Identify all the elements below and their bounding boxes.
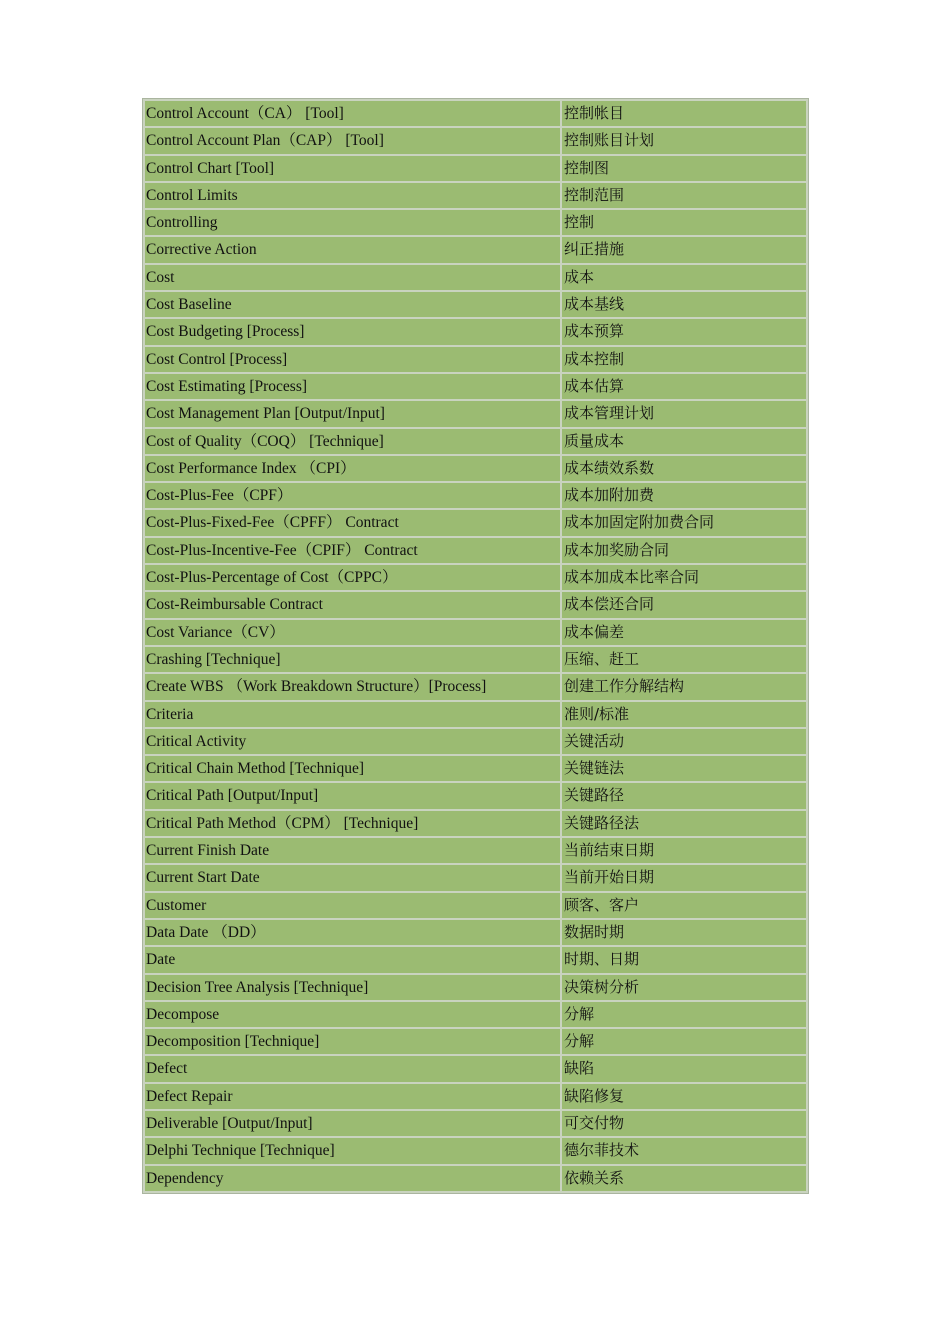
translation-cell: 成本估算 (562, 374, 806, 399)
term-cell: Cost Baseline (145, 292, 560, 317)
translation-cell: 关键活动 (562, 729, 806, 754)
translation-cell: 成本 (562, 265, 806, 290)
table-row (145, 210, 806, 235)
translation-cell: 决策树分析 (562, 975, 806, 1000)
translation-cell: 成本绩效系数 (562, 456, 806, 481)
term-cell: Cost-Plus-Incentive-Fee（CPIF） Contract (145, 538, 560, 563)
term-cell: Cost Management Plan [Output/Input] (145, 401, 560, 426)
term-cell: Criteria (145, 702, 560, 727)
term-cell: Cost-Plus-Percentage of Cost（CPPC） (145, 565, 560, 590)
table-row (145, 811, 806, 836)
translation-cell: 成本管理计划 (562, 401, 806, 426)
translation-cell: 当前开始日期 (562, 865, 806, 890)
term-cell: Cost Budgeting [Process] (145, 319, 560, 344)
translation-cell: 当前结束日期 (562, 838, 806, 863)
table-row (145, 838, 806, 863)
table-row (145, 865, 806, 890)
term-cell: Control Account（CA） [Tool] (145, 101, 560, 126)
table-row (145, 347, 806, 372)
translation-cell: 数据时期 (562, 920, 806, 945)
term-cell: Current Finish Date (145, 838, 560, 863)
table-row (145, 647, 806, 672)
table-row (145, 265, 806, 290)
table-row (145, 1111, 806, 1136)
term-cell: Critical Chain Method [Technique] (145, 756, 560, 781)
term-cell: Critical Path Method（CPM） [Technique] (145, 811, 560, 836)
table-row (145, 374, 806, 399)
table-row (145, 156, 806, 181)
table-row (145, 1029, 806, 1054)
term-cell: Cost Variance（CV） (145, 620, 560, 645)
table-row (145, 702, 806, 727)
table-row (145, 756, 806, 781)
translation-cell: 成本偿还合同 (562, 592, 806, 617)
table-row (145, 510, 806, 535)
translation-cell: 成本基线 (562, 292, 806, 317)
term-cell: Decision Tree Analysis [Technique] (145, 975, 560, 1000)
translation-cell: 控制账目计划 (562, 128, 806, 153)
term-cell: Defect Repair (145, 1084, 560, 1109)
term-cell: Create WBS （Work Breakdown Structure）[Process] (145, 674, 560, 699)
term-cell: Corrective Action (145, 237, 560, 262)
translation-cell: 纠正措施 (562, 237, 806, 262)
term-cell: Dependency (145, 1166, 560, 1191)
term-cell: Cost (145, 265, 560, 290)
table-row (145, 620, 806, 645)
term-cell: Deliverable [Output/Input] (145, 1111, 560, 1136)
translation-cell: 德尔菲技术 (562, 1138, 806, 1163)
translation-cell: 成本加附加费 (562, 483, 806, 508)
translation-cell: 准则/标准 (562, 702, 806, 727)
term-cell: Cost Estimating [Process] (145, 374, 560, 399)
term-cell: Cost Control [Process] (145, 347, 560, 372)
term-cell: Control Limits (145, 183, 560, 208)
term-cell: Defect (145, 1056, 560, 1081)
table-row (145, 1056, 806, 1081)
glossary-table (142, 98, 809, 1194)
translation-cell: 分解 (562, 1002, 806, 1027)
table-row (145, 483, 806, 508)
table-row (145, 101, 806, 126)
translation-cell: 成本加固定附加费合同 (562, 510, 806, 535)
translation-cell: 成本加成本比率合同 (562, 565, 806, 590)
table-row (145, 893, 806, 918)
term-cell: Critical Path [Output/Input] (145, 783, 560, 808)
table-row (145, 429, 806, 454)
term-cell: Control Chart [Tool] (145, 156, 560, 181)
glossary-body (145, 101, 806, 1191)
translation-cell: 关键链法 (562, 756, 806, 781)
table-row (145, 975, 806, 1000)
table-row (145, 183, 806, 208)
table-row (145, 1084, 806, 1109)
translation-cell: 依赖关系 (562, 1166, 806, 1191)
term-cell: Critical Activity (145, 729, 560, 754)
translation-cell: 成本控制 (562, 347, 806, 372)
table-row (145, 401, 806, 426)
translation-cell: 时期、日期 (562, 947, 806, 972)
table-row (145, 128, 806, 153)
table-row (145, 674, 806, 699)
translation-cell: 控制 (562, 210, 806, 235)
table-row (145, 783, 806, 808)
table-row (145, 1166, 806, 1191)
table-row (145, 1138, 806, 1163)
translation-cell: 成本预算 (562, 319, 806, 344)
term-cell: Customer (145, 893, 560, 918)
table-row (145, 729, 806, 754)
translation-cell: 成本偏差 (562, 620, 806, 645)
term-cell: Controlling (145, 210, 560, 235)
table-row (145, 237, 806, 262)
translation-cell: 关键路径法 (562, 811, 806, 836)
translation-cell: 缺陷 (562, 1056, 806, 1081)
term-cell: Cost Performance Index （CPI） (145, 456, 560, 481)
translation-cell: 分解 (562, 1029, 806, 1054)
table-row (145, 947, 806, 972)
term-cell: Date (145, 947, 560, 972)
term-cell: Cost-Plus-Fee（CPF） (145, 483, 560, 508)
term-cell: Current Start Date (145, 865, 560, 890)
term-cell: Data Date （DD） (145, 920, 560, 945)
translation-cell: 控制范围 (562, 183, 806, 208)
translation-cell: 控制帐目 (562, 101, 806, 126)
term-cell: Cost-Plus-Fixed-Fee（CPFF） Contract (145, 510, 560, 535)
translation-cell: 成本加奖励合同 (562, 538, 806, 563)
translation-cell: 质量成本 (562, 429, 806, 454)
table-row (145, 456, 806, 481)
table-row (145, 538, 806, 563)
translation-cell: 可交付物 (562, 1111, 806, 1136)
table-row (145, 292, 806, 317)
table-row (145, 1002, 806, 1027)
translation-cell: 缺陷修复 (562, 1084, 806, 1109)
term-cell: Delphi Technique [Technique] (145, 1138, 560, 1163)
translation-cell: 压缩、赶工 (562, 647, 806, 672)
translation-cell: 关键路径 (562, 783, 806, 808)
term-cell: Cost-Reimbursable Contract (145, 592, 560, 617)
term-cell: Control Account Plan（CAP） [Tool] (145, 128, 560, 153)
term-cell: Decompose (145, 1002, 560, 1027)
translation-cell: 控制图 (562, 156, 806, 181)
translation-cell: 创建工作分解结构 (562, 674, 806, 699)
translation-cell: 顾客、客户 (562, 893, 806, 918)
table-row (145, 565, 806, 590)
term-cell: Crashing [Technique] (145, 647, 560, 672)
table-row (145, 920, 806, 945)
term-cell: Decomposition [Technique] (145, 1029, 560, 1054)
table-row (145, 592, 806, 617)
term-cell: Cost of Quality（COQ） [Technique] (145, 429, 560, 454)
table-row (145, 319, 806, 344)
